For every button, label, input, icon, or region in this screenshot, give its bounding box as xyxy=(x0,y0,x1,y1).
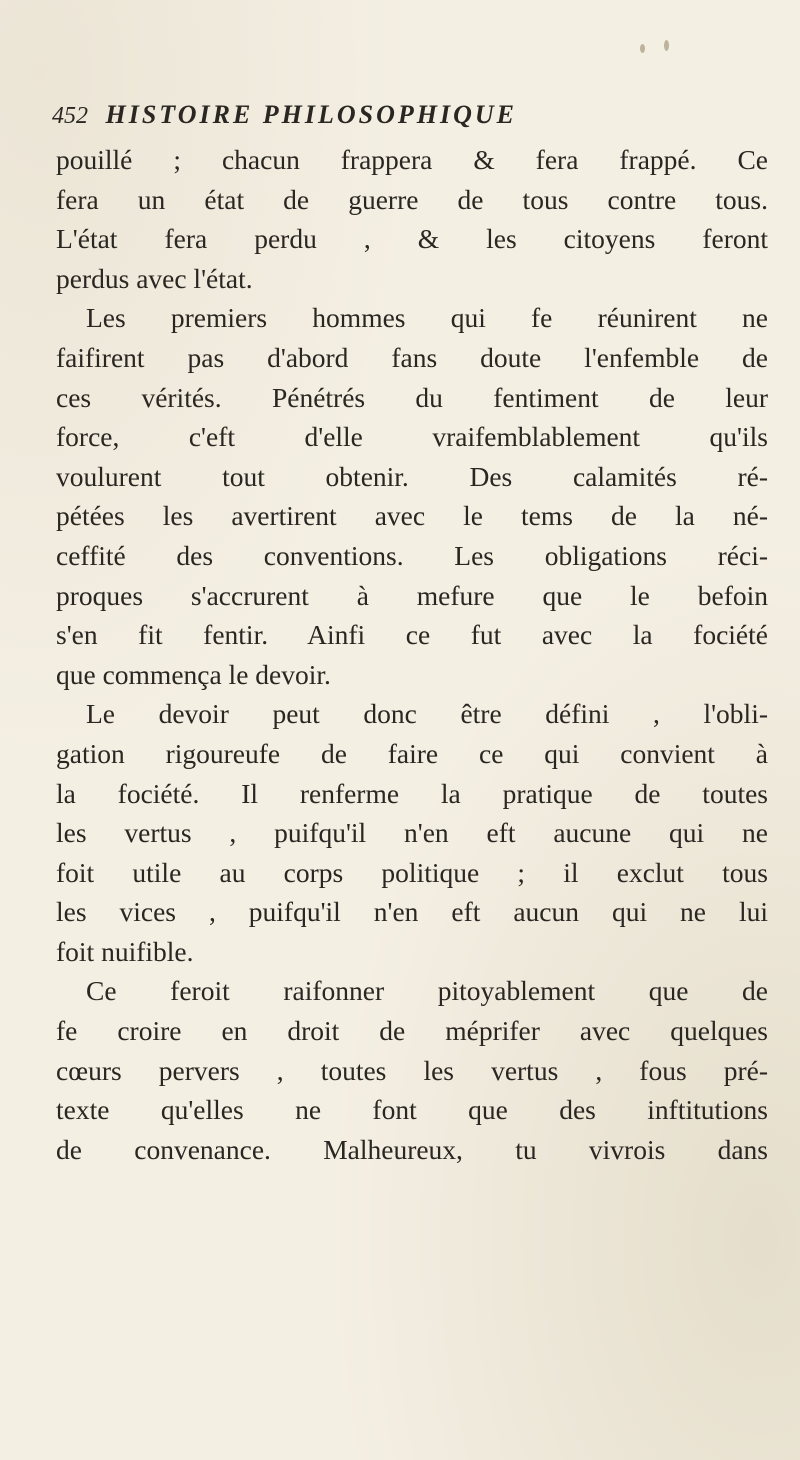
ink-speck xyxy=(640,44,645,53)
text-line: foit nuifible. xyxy=(56,935,194,967)
text-line: voulurent tout obtenir. Des calamités ré- xyxy=(56,460,768,492)
page-number: 452 xyxy=(52,103,88,129)
ink-speck xyxy=(664,40,669,51)
text-line: faifirent pas d'abord fans doute l'enfemble de xyxy=(56,341,768,373)
text-line: les vertus , puifqu'il n'en eft aucune qui ne xyxy=(56,817,768,849)
text-line: les vices , puifqu'il n'en eft aucun qui ne lui xyxy=(56,896,768,928)
text-line: ces vérités. Pénétrés du fentiment de leur xyxy=(56,381,768,413)
text-line: pétées les avertirent avec le tems de la né- xyxy=(56,500,768,532)
running-header xyxy=(52,100,752,136)
text-line: cœurs pervers , toutes les vertus , fous pré- xyxy=(56,1054,768,1086)
text-line: L'état fera perdu , & les citoyens feront xyxy=(56,223,768,255)
text-line: ceffité des conventions. Les obligations réci- xyxy=(56,539,768,571)
text-line: proques s'accrurent à mefure que le befoin xyxy=(56,579,768,611)
text-line: texte qu'elles ne font que des inftitutions xyxy=(56,1094,768,1126)
text-line: fe croire en droit de méprifer avec quelques xyxy=(56,1015,768,1047)
body-text xyxy=(56,140,768,1169)
text-line: perdus avec l'état. xyxy=(56,262,253,294)
text-line: force, c'eft d'elle vraifemblablement qu'ils xyxy=(56,421,768,453)
text-line: s'en fit fentir. Ainfi ce fut avec la fociété xyxy=(56,619,768,651)
text-line: Ce feroit raifonner pitoyablement que de xyxy=(86,975,768,1007)
text-line: de convenance. Malheureux, tu vivrois dans xyxy=(56,1133,768,1165)
text-line: Les premiers hommes qui fe réunirent ne xyxy=(86,302,768,334)
text-line: Le devoir peut donc être défini , l'obli- xyxy=(86,698,768,730)
text-line: la fociété. Il renferme la pratique de toutes xyxy=(56,777,768,809)
text-line: pouillé ; chacun frappera & fera frappé. Ce xyxy=(56,144,768,175)
running-title: HISTOIRE PHILOSOPHIQUE xyxy=(105,100,518,129)
text-line: foit utile au corps politique ; il exclut tous xyxy=(56,856,768,888)
text-line: fera un état de guerre de tous contre tous. xyxy=(56,183,768,215)
text-line: que commença le devoir. xyxy=(56,658,331,690)
text-line: gation rigoureufe de faire ce qui convient à xyxy=(56,737,768,769)
